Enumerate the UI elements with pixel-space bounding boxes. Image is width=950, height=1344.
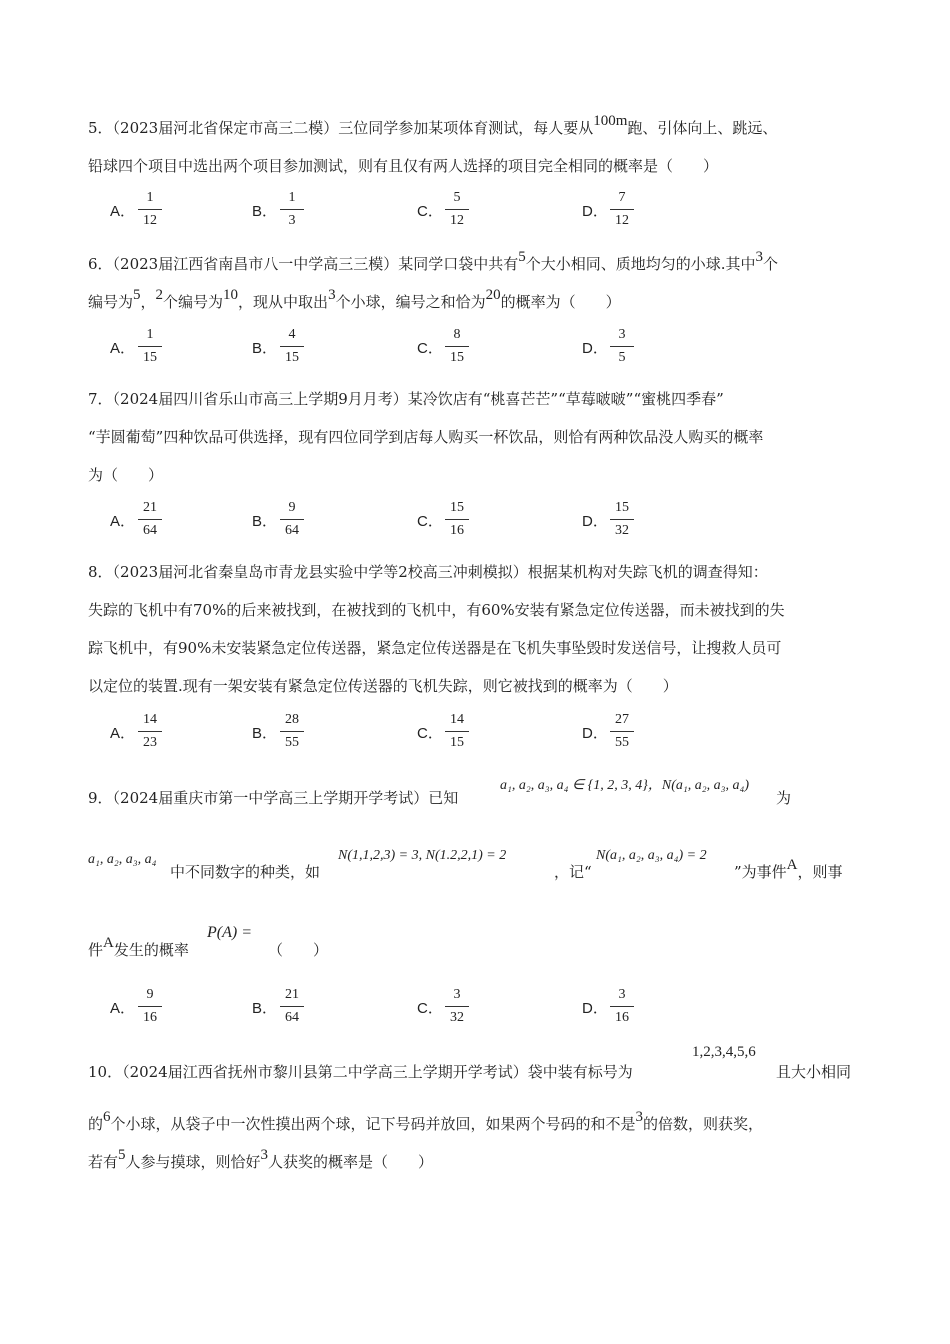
fraction [280, 710, 304, 753]
fraction-bar [610, 209, 634, 210]
q8-line4: 以定位的装置.现有一架安装有紧急定位传送器的飞机失踪，则它被找到的概率为（ ） [88, 677, 678, 695]
q6-text: ，现从中取出 [238, 293, 329, 311]
q10-number: 3 [635, 1109, 644, 1125]
fraction [138, 710, 162, 753]
fraction [445, 498, 469, 541]
option-label: A． [110, 203, 136, 220]
q9-text-wei: 为 [776, 789, 792, 807]
option-label: D． [582, 1000, 608, 1017]
fraction [445, 325, 469, 368]
denominator: 15 [285, 350, 299, 365]
fraction [610, 710, 634, 753]
q8-line1: 8．（2023届河北省秦皇岛市青龙县实验中学等2校高三冲刺模拟）根据某机构对失踪飞机的调查得知： [88, 563, 768, 581]
q6-number: 3 [755, 249, 764, 265]
q9-text: 9．（2024届重庆市第一中学高三上学期开学考试）已知 [88, 789, 459, 807]
q5-line1 [88, 113, 778, 139]
denominator: 55 [285, 735, 299, 750]
fraction-bar [445, 346, 469, 347]
option-label: D． [582, 513, 608, 530]
q6-number: 20 [485, 287, 501, 303]
fraction-bar [138, 519, 162, 520]
q9-text: ”为事件 [734, 863, 787, 881]
q9-line1 [88, 788, 458, 808]
q6-number: 2 [155, 287, 164, 303]
fraction-bar [610, 346, 634, 347]
denominator: 16 [615, 1010, 629, 1025]
option-label: C． [417, 513, 443, 530]
q10-number: 3 [260, 1147, 269, 1163]
fraction [138, 498, 162, 541]
q10-math-labels: 1,2,3,4,5,6 [692, 1044, 756, 1060]
denominator: 5 [618, 350, 626, 365]
q8-line2: 失踪的飞机中有70%的后来被找到，在被找到的飞机中，有60%安装有紧急定位传送器，而未被找到的失 [88, 601, 785, 619]
numerator: 5 [453, 190, 461, 205]
fraction-bar [610, 519, 634, 520]
numerator: 1 [146, 190, 154, 205]
q6-text: 个大小相同、质地均匀的小球.其中 [525, 255, 756, 273]
q6-text: ， [140, 293, 156, 311]
fraction-bar [280, 519, 304, 520]
q6-text: 个小球，编号之和恰为 [335, 293, 486, 311]
numerator: 15 [615, 500, 629, 515]
fraction-bar [280, 209, 304, 210]
fraction [138, 325, 162, 368]
fraction-bar [280, 346, 304, 347]
q9-math-prob: P(A) = [207, 924, 252, 941]
q6-text: 的概率为（ ） [500, 293, 621, 311]
option-label: D． [582, 340, 608, 357]
q10-number: 6 [103, 1109, 111, 1125]
fraction [445, 985, 469, 1028]
numerator: 14 [450, 712, 464, 727]
q9-text-paren: （ ） [268, 941, 329, 959]
denominator: 64 [285, 1010, 299, 1025]
q10-line1: 10．（2024届江西省抚州市黎川县第二中学高三上学期开学考试）袋中装有标号为 [88, 1063, 633, 1081]
q10-text: 人获奖的概率是（ ） [268, 1153, 434, 1171]
numerator: 9 [146, 987, 154, 1002]
denominator: 16 [450, 523, 464, 538]
fraction-bar [138, 731, 162, 732]
numerator: 1 [288, 190, 296, 205]
q9-text: 中不同数字的种类，如 [170, 863, 321, 881]
q9-line3 [88, 935, 189, 961]
numerator: 9 [288, 500, 296, 515]
option-label: D． [582, 203, 608, 220]
q9-text: ，记“ [554, 863, 592, 881]
fraction-bar [445, 209, 469, 210]
fraction [445, 188, 469, 231]
option-label: C． [417, 725, 443, 742]
q10-text: 的 [88, 1115, 104, 1133]
denominator: 3 [288, 213, 296, 228]
numerator: 3 [618, 987, 626, 1002]
q6-number: 3 [328, 287, 336, 303]
fraction-bar [445, 731, 469, 732]
fraction-bar [445, 1006, 469, 1007]
q10-text: 若有 [88, 1153, 119, 1171]
fraction-bar [610, 1006, 634, 1007]
fraction [610, 498, 634, 541]
q9-var-a: A [786, 857, 798, 873]
q9-math-set: a₁, a₂, a₃, a₄ ∈ {1, 2, 3, 4}，N(a₁, a₂, a₃, a₄) [500, 778, 749, 793]
q6-text: 个 [763, 255, 779, 273]
q9-text: 发生的概率 [113, 941, 189, 959]
q10-text: 的倍数，则获奖， [643, 1115, 764, 1133]
fraction-bar [610, 731, 634, 732]
q5-text-a: 5．（2023届河北省保定市高三二模）三位同学参加某项体育测试，每人要从 [88, 119, 594, 137]
fraction-bar [138, 209, 162, 210]
q9-math-seq: a₁, a₂, a₃, a₄ [88, 852, 157, 867]
q6-line2 [88, 287, 621, 313]
denominator: 16 [143, 1010, 157, 1025]
denominator: 23 [143, 735, 157, 750]
option-label: A． [110, 725, 136, 742]
option-label: C． [417, 203, 443, 220]
fraction [445, 710, 469, 753]
q6-number: 10 [223, 287, 239, 303]
q6-number: 5 [133, 287, 141, 303]
numerator: 21 [143, 500, 157, 515]
q5-line2: 铅球四个项目中选出两个项目参加测试，则有且仅有两人选择的项目完全相同的概率是（ ） [88, 157, 719, 175]
q9-var-a: A [103, 935, 114, 951]
denominator: 64 [143, 523, 157, 538]
q9-text: 件 [88, 941, 104, 959]
denominator: 15 [450, 735, 464, 750]
numerator: 28 [285, 712, 299, 727]
fraction-bar [138, 1006, 162, 1007]
q10-text: 且大小相同 [776, 1063, 852, 1081]
option-label: B． [252, 340, 278, 357]
numerator: 7 [618, 190, 626, 205]
fraction-bar [138, 346, 162, 347]
option-label: B． [252, 513, 278, 530]
q6-text: 个编号为 [163, 293, 224, 311]
q6-line1 [88, 249, 779, 275]
fraction [280, 985, 304, 1028]
fraction [610, 325, 634, 368]
numerator: 14 [143, 712, 157, 727]
option-label: B． [252, 725, 278, 742]
option-label: C． [417, 1000, 443, 1017]
denominator: 12 [143, 213, 157, 228]
q10-text: 人参与摸球，则恰好 [125, 1153, 261, 1171]
q7-line2: “芋圆葡萄”四种饮品可供选择，现有四位同学到店每人购买一杯饮品，则恰有两种饮品没人购买的概率 [88, 428, 764, 446]
denominator: 64 [285, 523, 299, 538]
numerator: 1 [146, 327, 154, 342]
fraction [610, 188, 634, 231]
q10-text: 个小球，从袋子中一次性摸出两个球，记下号码并放回，如果两个号码的和不是 [110, 1115, 636, 1133]
numerator: 3 [618, 327, 626, 342]
q6-number: 5 [518, 249, 526, 265]
option-label: C． [417, 340, 443, 357]
option-label: B． [252, 203, 278, 220]
option-label: B． [252, 1000, 278, 1017]
q10-line2 [88, 1109, 764, 1135]
q7-line3: 为（ ） [88, 466, 164, 484]
fraction [138, 985, 162, 1028]
numerator: 27 [615, 712, 629, 727]
q5-math-100m: 100m [593, 113, 628, 129]
option-label: A． [110, 340, 136, 357]
q6-text: 编号为 [88, 293, 134, 311]
denominator: 15 [450, 350, 464, 365]
q10-line3 [88, 1147, 434, 1173]
denominator: 32 [450, 1010, 464, 1025]
fraction [280, 498, 304, 541]
fraction-bar [445, 519, 469, 520]
q5-text-b: 跑、引体向上、跳远、 [627, 119, 778, 137]
q10-number: 5 [118, 1147, 126, 1163]
denominator: 12 [450, 213, 464, 228]
option-label: A． [110, 1000, 136, 1017]
option-label: D． [582, 725, 608, 742]
fraction [610, 985, 634, 1028]
denominator: 55 [615, 735, 629, 750]
denominator: 15 [143, 350, 157, 365]
q9-math-event: N(a₁, a₂, a₃, a₄) = 2 [596, 848, 707, 863]
q9-math-example: N(1,1,2,3) = 3, N(1.2,2,1) = 2 [338, 848, 507, 863]
fraction [138, 188, 162, 231]
fraction [280, 188, 304, 231]
numerator: 8 [453, 327, 461, 342]
numerator: 4 [288, 327, 296, 342]
q6-text: 6．（2023届江西省南昌市八一中学高三三模）某同学口袋中共有 [88, 255, 519, 273]
fraction [280, 325, 304, 368]
numerator: 3 [453, 987, 461, 1002]
q9-text-event-a [734, 857, 843, 883]
option-label: A． [110, 513, 136, 530]
numerator: 21 [285, 987, 299, 1002]
q9-text: ，则事 [797, 863, 843, 881]
q7-line1: 7．（2024届四川省乐山市高三上学期9月月考）某冷饮店有“桃喜芒芒”“草莓啵啵”“蜜桃四季春” [88, 390, 724, 408]
denominator: 32 [615, 523, 629, 538]
fraction-bar [280, 1006, 304, 1007]
fraction-bar [280, 731, 304, 732]
denominator: 12 [615, 213, 629, 228]
numerator: 15 [450, 500, 464, 515]
q8-line3: 踪飞机中，有90%未安装紧急定位传送器，紧急定位传送器是在飞机失事坠毁时发送信号，让搜救人员可 [88, 639, 782, 657]
